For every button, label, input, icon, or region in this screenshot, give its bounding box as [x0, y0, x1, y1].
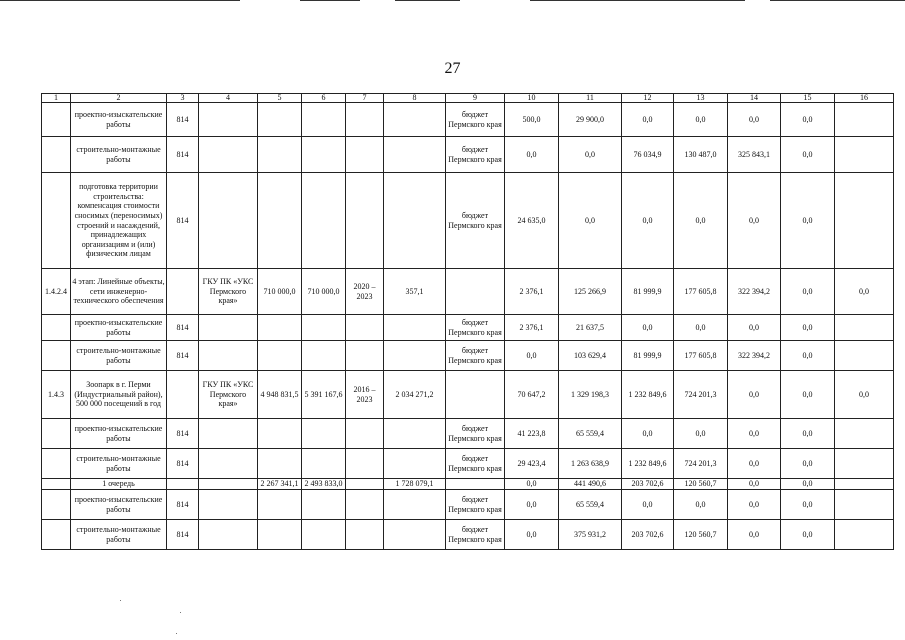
scan-edge-line [0, 0, 240, 1]
table-cell [835, 103, 894, 137]
scan-edge-line [395, 0, 460, 1]
table-cell: 325 843,1 [728, 137, 781, 173]
table-cell [42, 341, 71, 371]
table-cell [346, 449, 384, 479]
table-cell [384, 315, 446, 341]
table-cell [258, 449, 302, 479]
table-cell: 375 931,2 [559, 520, 622, 550]
table-cell [302, 419, 346, 449]
table-cell: 0,0 [728, 449, 781, 479]
table-cell: 2 267 341,1 [258, 479, 302, 490]
table-cell [42, 103, 71, 137]
table-row [42, 449, 894, 479]
table-cell: подготовка территории строительства: компенсация стоимости сносимых (переносимых) строений и насаждений, принадлежащих организациям и (или) физическим лицам [71, 173, 167, 269]
column-number: 3 [167, 94, 199, 103]
table-cell [167, 479, 199, 490]
table-cell: 441 490,6 [559, 479, 622, 490]
table-cell [302, 490, 346, 520]
table-cell: 0,0 [505, 490, 559, 520]
table-cell [302, 315, 346, 341]
table-cell: 1 728 079,1 [384, 479, 446, 490]
table-cell: ГКУ ПК «УКС Пермского края» [199, 269, 258, 315]
table-cell [42, 173, 71, 269]
table-cell [346, 315, 384, 341]
table-cell: 0,0 [674, 419, 728, 449]
table-cell: 724 201,3 [674, 371, 728, 419]
table-cell [42, 490, 71, 520]
table-cell: 1 232 849,6 [622, 449, 674, 479]
table-cell: 0,0 [674, 103, 728, 137]
scan-edge-line [530, 0, 745, 1]
column-number: 2 [71, 94, 167, 103]
table-cell [384, 419, 446, 449]
column-number: 15 [781, 94, 835, 103]
table-cell: 0,0 [781, 103, 835, 137]
table-cell [302, 173, 346, 269]
table-cell: бюджет Пермского края [446, 103, 505, 137]
table-cell [42, 479, 71, 490]
table-cell: 0,0 [781, 449, 835, 479]
table-cell [42, 419, 71, 449]
table-cell: 0,0 [728, 479, 781, 490]
table-cell [384, 173, 446, 269]
table-cell [384, 520, 446, 550]
table-cell: 0,0 [674, 173, 728, 269]
table-cell: 0,0 [835, 371, 894, 419]
column-number: 7 [346, 94, 384, 103]
table-cell [167, 269, 199, 315]
table-cell [199, 449, 258, 479]
table-cell: ГКУ ПК «УКС Пермского края» [199, 371, 258, 419]
table-cell: 322 394,2 [728, 341, 781, 371]
table-cell: 814 [167, 449, 199, 479]
table-row [42, 173, 894, 269]
table-cell: 724 201,3 [674, 449, 728, 479]
table-cell: строительно-монтажные работы [71, 449, 167, 479]
table-cell [384, 490, 446, 520]
table-cell [258, 315, 302, 341]
table-cell [199, 341, 258, 371]
table-cell [258, 103, 302, 137]
table-cell: 0,0 [622, 173, 674, 269]
table-cell [346, 419, 384, 449]
table-cell: проектно-изыскательские работы [71, 315, 167, 341]
table-row [42, 103, 894, 137]
table-cell: 0,0 [674, 315, 728, 341]
table-row [42, 520, 894, 550]
table-cell [258, 419, 302, 449]
table-cell: 0,0 [728, 103, 781, 137]
table-cell: 0,0 [781, 479, 835, 490]
table-cell: 203 702,6 [622, 520, 674, 550]
table-cell: 2016 – 2023 [346, 371, 384, 419]
column-number-row [42, 94, 894, 103]
table-cell: 0,0 [728, 520, 781, 550]
table-cell: 814 [167, 520, 199, 550]
table-cell [384, 137, 446, 173]
table-cell [199, 520, 258, 550]
table-cell: 103 629,4 [559, 341, 622, 371]
table-cell: бюджет Пермского края [446, 449, 505, 479]
table-cell: 0,0 [781, 173, 835, 269]
table-cell: 0,0 [674, 490, 728, 520]
table-cell: бюджет Пермского края [446, 520, 505, 550]
column-number: 13 [674, 94, 728, 103]
table-cell: 81 999,9 [622, 269, 674, 315]
table-cell [346, 103, 384, 137]
table-cell: 0,0 [781, 315, 835, 341]
table-row [42, 269, 894, 315]
table-cell: 814 [167, 490, 199, 520]
scan-speck [120, 600, 121, 601]
table-cell: 24 635,0 [505, 173, 559, 269]
table-cell [835, 520, 894, 550]
table-cell [199, 137, 258, 173]
column-number: 12 [622, 94, 674, 103]
table-cell: 0,0 [728, 419, 781, 449]
table-cell [42, 520, 71, 550]
table-cell: 120 560,7 [674, 520, 728, 550]
table-cell [835, 173, 894, 269]
column-number: 10 [505, 94, 559, 103]
table-cell: бюджет Пермского края [446, 419, 505, 449]
table-cell: 0,0 [505, 520, 559, 550]
table-cell: 710 000,0 [302, 269, 346, 315]
table-row [42, 137, 894, 173]
table-cell: 2 493 833,0 [302, 479, 346, 490]
table-cell [384, 449, 446, 479]
table-cell [167, 371, 199, 419]
table-cell: 65 559,4 [559, 419, 622, 449]
table-row [42, 341, 894, 371]
table-cell: 814 [167, 173, 199, 269]
table-cell [42, 137, 71, 173]
table-row [42, 371, 894, 419]
table-cell [258, 173, 302, 269]
table-cell [835, 479, 894, 490]
scan-edge-line [770, 0, 905, 1]
table-cell: 814 [167, 137, 199, 173]
table-cell [835, 137, 894, 173]
table-cell: 0,0 [728, 315, 781, 341]
table-cell: 2 376,1 [505, 269, 559, 315]
table-cell: 2 034 271,2 [384, 371, 446, 419]
table-cell: 0,0 [559, 137, 622, 173]
table-cell: 1 263 638,9 [559, 449, 622, 479]
table-cell: 814 [167, 341, 199, 371]
table-cell: 0,0 [781, 341, 835, 371]
table-cell [42, 449, 71, 479]
table-cell: 0,0 [622, 103, 674, 137]
table-cell: 130 487,0 [674, 137, 728, 173]
table-cell: бюджет Пермского края [446, 490, 505, 520]
table-cell: 500,0 [505, 103, 559, 137]
table-cell [446, 479, 505, 490]
table-cell [835, 315, 894, 341]
table-cell: 177 605,8 [674, 269, 728, 315]
table-cell: 710 000,0 [258, 269, 302, 315]
table-cell: строительно-монтажные работы [71, 520, 167, 550]
table-cell [835, 419, 894, 449]
table-cell: 177 605,8 [674, 341, 728, 371]
table-cell: 203 702,6 [622, 479, 674, 490]
table-cell: 322 394,2 [728, 269, 781, 315]
table-cell: бюджет Пермского края [446, 341, 505, 371]
scan-edge-line [300, 0, 360, 1]
table-cell [384, 103, 446, 137]
table-cell [302, 103, 346, 137]
column-number: 4 [199, 94, 258, 103]
scan-speck [176, 633, 177, 634]
table-cell: бюджет Пермского края [446, 173, 505, 269]
table-cell: 0,0 [728, 173, 781, 269]
table-cell: строительно-монтажные работы [71, 341, 167, 371]
column-number: 6 [302, 94, 346, 103]
table-cell: 1 очередь [71, 479, 167, 490]
table-cell: 0,0 [781, 490, 835, 520]
table-cell: 0,0 [728, 490, 781, 520]
table-cell [258, 341, 302, 371]
table-cell: 0,0 [622, 490, 674, 520]
table-cell [302, 449, 346, 479]
table-cell: 814 [167, 103, 199, 137]
table-cell: бюджет Пермского края [446, 137, 505, 173]
table-cell [302, 520, 346, 550]
table-cell: 0,0 [622, 419, 674, 449]
table-row [42, 419, 894, 449]
table-cell [199, 479, 258, 490]
table-row [42, 315, 894, 341]
table-cell: 1.4.3 [42, 371, 71, 419]
table-cell: 81 999,9 [622, 341, 674, 371]
table-cell: проектно-изыскательские работы [71, 490, 167, 520]
table-cell [384, 341, 446, 371]
column-number: 14 [728, 94, 781, 103]
table-cell [199, 173, 258, 269]
column-number: 9 [446, 94, 505, 103]
scan-speck [180, 612, 181, 613]
table-cell: 41 223,8 [505, 419, 559, 449]
table-cell: 0,0 [559, 173, 622, 269]
table-cell: 2 376,1 [505, 315, 559, 341]
table-cell [258, 137, 302, 173]
table-cell: 29 423,4 [505, 449, 559, 479]
table-cell [199, 490, 258, 520]
column-number: 1 [42, 94, 71, 103]
column-number: 8 [384, 94, 446, 103]
table-cell: 70 647,2 [505, 371, 559, 419]
table-cell [346, 490, 384, 520]
budget-table [41, 93, 894, 550]
table-cell [835, 490, 894, 520]
table-cell [346, 341, 384, 371]
table-cell: 0,0 [781, 520, 835, 550]
table-cell [258, 520, 302, 550]
table-cell: строительно-монтажные работы [71, 137, 167, 173]
table-cell: 125 266,9 [559, 269, 622, 315]
table-cell: 0,0 [781, 371, 835, 419]
table-cell: 0,0 [622, 315, 674, 341]
table-cell: 120 560,7 [674, 479, 728, 490]
table-cell: 21 637,5 [559, 315, 622, 341]
table-row [42, 479, 894, 490]
table-row [42, 490, 894, 520]
table-cell: 814 [167, 419, 199, 449]
column-number: 5 [258, 94, 302, 103]
table-cell [258, 490, 302, 520]
table-cell: 357,1 [384, 269, 446, 315]
table-cell [835, 449, 894, 479]
table-cell: 0,0 [781, 269, 835, 315]
table-cell [302, 137, 346, 173]
table-cell: 0,0 [728, 371, 781, 419]
table-cell: бюджет Пермского края [446, 315, 505, 341]
table-cell: 1 329 198,3 [559, 371, 622, 419]
table-cell [346, 173, 384, 269]
table-cell: 0,0 [505, 137, 559, 173]
table-cell: 2020 – 2023 [346, 269, 384, 315]
column-number: 11 [559, 94, 622, 103]
table-cell: 0,0 [835, 269, 894, 315]
table-cell: 29 900,0 [559, 103, 622, 137]
table-cell [446, 269, 505, 315]
table-cell: 0,0 [505, 479, 559, 490]
table-cell: Зоопарк в г. Перми (Индустриальный район), 500 000 посещений в год [71, 371, 167, 419]
column-number: 16 [835, 94, 894, 103]
table-cell [199, 315, 258, 341]
table-cell: проектно-изыскательские работы [71, 103, 167, 137]
table-cell [446, 371, 505, 419]
table-cell: 4 этап: Линейные объекты, сети инженерно-технического обеспечения [71, 269, 167, 315]
table-cell: 65 559,4 [559, 490, 622, 520]
table-cell: 0,0 [781, 419, 835, 449]
table-cell [346, 137, 384, 173]
table-cell: 814 [167, 315, 199, 341]
table-cell [835, 341, 894, 371]
table-cell: 76 034,9 [622, 137, 674, 173]
table-cell: 0,0 [781, 137, 835, 173]
table-cell [199, 419, 258, 449]
table-cell: 1.4.2.4 [42, 269, 71, 315]
table-cell: 0,0 [505, 341, 559, 371]
table-cell: 5 391 167,6 [302, 371, 346, 419]
table-cell: проектно-изыскательские работы [71, 419, 167, 449]
table-cell [199, 103, 258, 137]
table-cell [346, 479, 384, 490]
page-number: 27 [444, 60, 461, 77]
table-cell [42, 315, 71, 341]
table-cell: 4 948 831,5 [258, 371, 302, 419]
table-cell [346, 520, 384, 550]
table-cell [302, 341, 346, 371]
table-cell: 1 232 849,6 [622, 371, 674, 419]
